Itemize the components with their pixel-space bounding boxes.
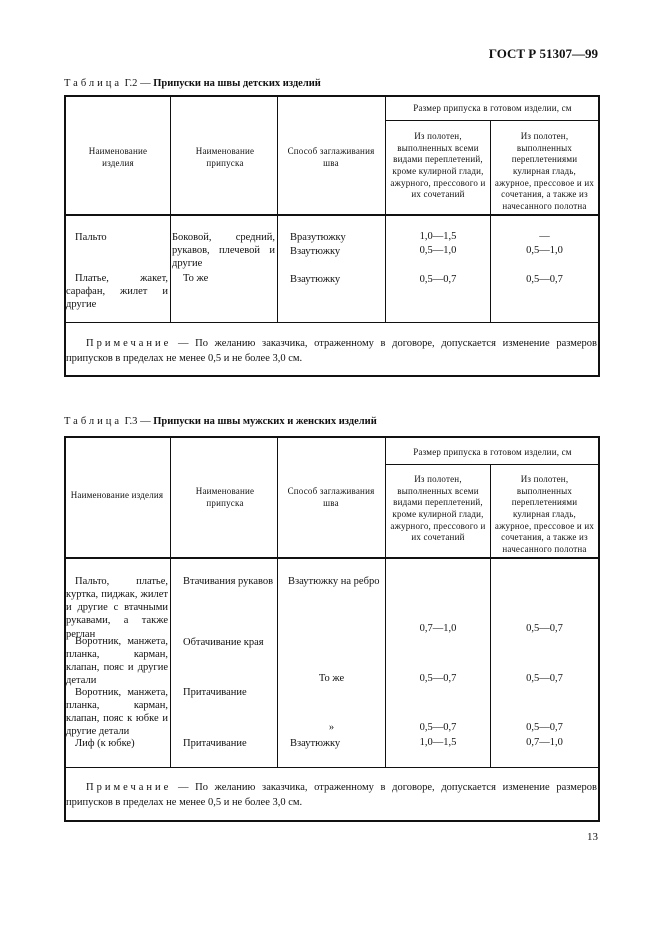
table-g3-note-label: Примечание (86, 782, 172, 793)
table-g2-row1-method-2: Взаутюжку (290, 246, 341, 257)
table-g3-row1-b: 0,5—0,7 (526, 623, 563, 634)
table-g2-header-allowance: Наименование припуска (195, 146, 255, 168)
table-g3-row3-method: » (328, 722, 335, 733)
table-g2-row1-b-1: — (539, 231, 550, 242)
table-g2-row2-method: Взаутюжку (290, 274, 341, 285)
table-g3-row4-allowance: Притачивание (183, 738, 247, 749)
table-g3-header-fabric-a: Из полотен, выполненных всеми видами переплетений, кроме кулирной глади, ажурного, прессового и их сочетаний (390, 474, 486, 543)
table-g3-row1-a: 0,7—1,0 (419, 623, 457, 634)
table-g3-row2-b: 0,5—0,7 (526, 673, 563, 684)
table-g2-row2-b: 0,5—0,7 (526, 274, 563, 285)
table-g3-row4-method: Взаутюжку (290, 738, 341, 749)
table-g3-row2-method: То же (318, 673, 345, 684)
table-g3-header-size-group: Размер припуска в готовом изделии, см (413, 447, 572, 457)
table-g3-row1-product: Пальто, платье, куртка, пиджак, жилет и другие с втачными рукавами, а также реглан (66, 576, 168, 640)
table-g3-row4-b: 0,7—1,0 (526, 737, 563, 748)
table-g2-row2-allowance: То же (183, 273, 209, 284)
table-g2-row1-allowance: Боковой, средний, рукавов, плечевой и другие (172, 232, 275, 270)
table-g2-header-size-group: Размер припуска в готовом изделии, см (413, 103, 572, 113)
table-g3-row1-allowance: Втачивания рукавов (183, 576, 274, 587)
table-g3-row1-method: Взаутюжку на ребро (288, 576, 380, 587)
table-g3-caption: Таблица Г.3 — Припуски на швы мужских и женских изделий (64, 416, 377, 427)
table-g2-header-fabric-a: Из полотен, выполненных всеми видами переплетений, кроме кулирной глади, ажурного, прессового и их сочетаний (390, 131, 486, 200)
table-g2-row2-product: Платье, жакет, сарафан, жилет и другие (66, 273, 168, 311)
table-g3-note (66, 781, 597, 810)
table-g3-row4-a: 1,0—1,5 (419, 737, 457, 748)
standard-number: ГОСТ Р 51307—99 (488, 46, 598, 61)
table-g3-header-allowance: Наименование припуска (195, 486, 255, 508)
table-g2-caption-number: Г.2 (124, 78, 138, 89)
table-g3-row3-a: 0,5—0,7 (419, 722, 457, 733)
table-g2-header-method: Способ заглаживания шва (287, 146, 375, 168)
table-g2-caption: Таблица Г.2 — Припуски на швы детских изделий (64, 78, 321, 89)
table-g3-row2-product: Воротник, манжета, планка, карман, клапан, пояс и другие детали (66, 636, 168, 687)
table-g3-row3-b: 0,5—0,7 (526, 722, 563, 733)
table-g2-row1-method-1: Вразутюжку (290, 232, 346, 243)
table-g2-row1-a-2: 0,5—1,0 (419, 245, 457, 256)
table-g3-caption-title: Припуски на швы мужских и женских изделий (153, 416, 377, 427)
table-g3-header-fabric-b: Из полотен, выполненных переплетениями кулирная гладь, ажурное, прессовое и их сочетания, а также из начесанного полотна (494, 474, 595, 555)
table-g3-note-text: — По желанию заказчика, отраженному в договоре, допускается изменение размеров припусков в пределах не менее 0,5 и не более 3,0 см. (66, 782, 597, 808)
table-g2-row1-a-1: 1,0—1,5 (419, 231, 457, 242)
table-g2-caption-prefix: Таблица (64, 78, 123, 89)
table-g3-caption-number: Г.3 (124, 416, 138, 427)
table-g2-header-fabric-b: Из полотен, выполненных переплетениями кулирная гладь, ажурное, прессовое и их сочетания, а также из начесанного полотна (494, 131, 595, 212)
table-g2-row2-a: 0,5—0,7 (419, 274, 457, 285)
page-number: 13 (587, 831, 598, 843)
table-g2-note-label: Примечание (86, 338, 172, 349)
table-g2-note-text: — По желанию заказчика, отраженному в договоре, допускается изменение размеров припусков в пределах не менее 0,5 и не более 3,0 см. (66, 338, 597, 364)
table-g2-caption-title: Припуски на швы детских изделий (153, 78, 321, 89)
table-g3-caption-prefix: Таблица (64, 416, 123, 427)
table-g3-header-method: Способ заглаживания шва (287, 486, 375, 508)
table-g3-row4-product: Лиф (к юбке) (75, 738, 135, 749)
table-g3-row2-allowance: Обтачивание края (183, 637, 264, 648)
table-g2-row1-product: Пальто (75, 232, 107, 243)
table-g3-row2-a: 0,5—0,7 (419, 673, 457, 684)
table-g2-note (66, 337, 597, 366)
table-g3-header-product: Наименование изделия (70, 490, 164, 500)
table-g2-row1-b-2: 0,5—1,0 (526, 245, 563, 256)
table-g2-header-product: Наименование изделия (88, 146, 148, 168)
table-g3-row3-product: Воротник, манжета, планка, карман, клапан, пояс к юбке и другие детали (66, 687, 168, 738)
table-g3-row3-allowance: Притачивание (183, 687, 247, 698)
